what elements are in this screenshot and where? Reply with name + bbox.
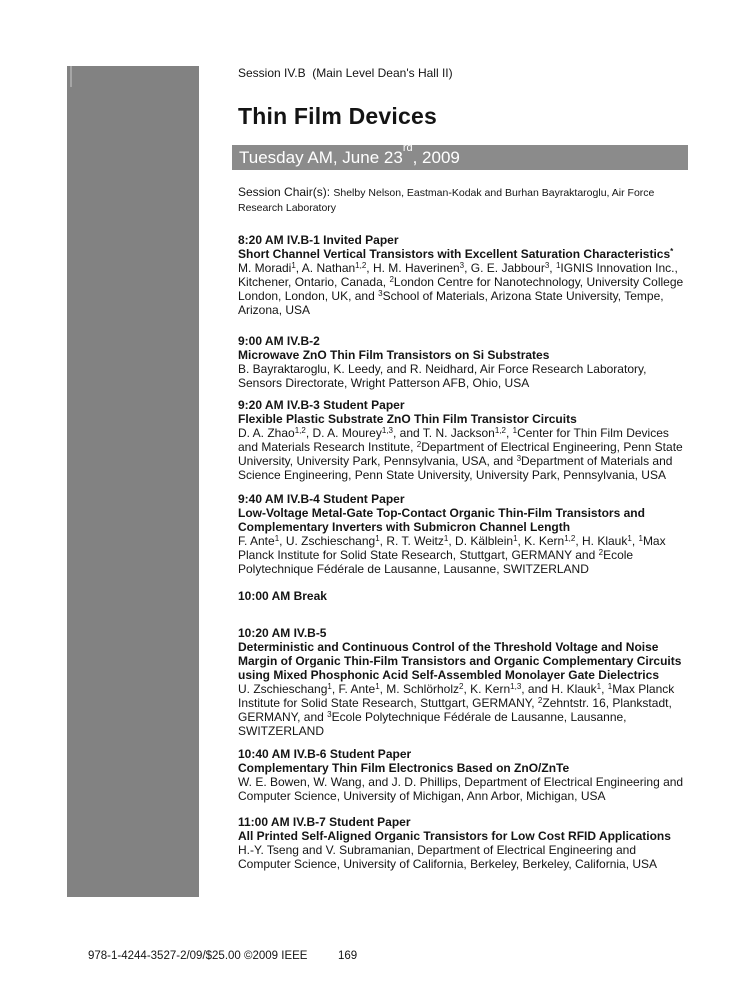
paper-authors: U. Zschieschang$^1$, F. Ante$^1$, M. Schlörholz$^2$, K. Kern$^{1,3}$, and H. Klauk$^1$, $^1$Max Planck Institute for Solid State Research, Stuttgart, GERMANY, $^2$Zehntstr. 16, Plankstadt, GERMANY, and $^3$Ecole Polytechnique Fédérale de Lausanne, Lausanne, SWITZERLAND — [238, 682, 675, 738]
paper-time-heading: 10:20 AM IV.B-5 — [238, 626, 327, 640]
session-chairs-names: Shelby Nelson, Eastman-Kodak and Burhan Bayraktaroglu, Air Force Research Laboratory — [238, 187, 655, 214]
paper-title: Deterministic and Continuous Control of the Threshold Voltage and Noise Margin of Organic Thin-Film Transistors and Organic Complementary Circuits using Mixed Phosphonic Acid Self-Assembled Monolayer Gate Dielectrics — [238, 640, 682, 682]
session-program-content — [238, 66, 690, 871]
paper-time-heading: 8:20 AM IV.B-1 Invited Paper — [238, 233, 399, 247]
paper-authors: M. Moradi$^1$, A. Nathan$^{1,2}$, H. M. Haverinen$^3$, G. E. Jabbour$^3$, $^1$IGNIS Innovation Inc., Kitchener, Ontario, Canada, $^2$London Centre for Nanotechnology, University College London, London, UK, and $^3$School of Materials, Arizona State University, Tempe, Arizona, USA — [238, 261, 684, 317]
paper-time-heading: 9:40 AM IV.B-4 Student Paper — [238, 492, 405, 506]
paper-title: All Printed Self-Aligned Organic Transistors for Low Cost RFID Applications — [238, 829, 671, 843]
banner-date-tail: , 2009 — [412, 148, 460, 167]
banner-date-ordinal: rd — [402, 142, 413, 155]
paper-entry-ivb7 — [238, 815, 690, 871]
paper-time-heading: 11:00 AM IV.B-7 Student Paper — [238, 815, 411, 829]
paper-title: Flexible Plastic Substrate ZnO Thin Film Transistor Circuits — [238, 412, 577, 426]
paper-entry-ivb1 — [238, 233, 690, 317]
paper-entry-ivb3 — [238, 398, 690, 482]
paper-authors: F. Ante$^1$, U. Zschieschang$^1$, R. T. Weitz$^1$, D. Kälblein$^1$, K. Kern$^{1,2}$, H. Klauk$^1$, $^1$Max Planck Institute for Solid State Research, Stuttgart, GERMANY and $^2$Ecole Polytechnique Fédérale de Lausanne, Lausanne, SWITZERLAND — [238, 534, 666, 576]
paper-title: Low-Voltage Metal-Gate Top-Contact Organic Thin-Film Transistors and Complementary Inverters with Submicron Channel Length — [238, 506, 645, 534]
paper-time-heading: 9:00 AM IV.B-2 — [238, 334, 320, 348]
paper-title: Complementary Thin Film Electronics Based on ZnO/ZnTe — [238, 761, 570, 775]
copyright-line: 978-1-4244-3527-2/09/$25.00 ©2009 IEEE — [88, 950, 308, 962]
paper-entry-ivb5 — [238, 626, 690, 738]
session-chairs-label: Session Chair(s): — [238, 185, 331, 199]
paper-time-heading: 10:40 AM IV.B-6 Student Paper — [238, 747, 412, 761]
session-location-line: Session IV.B (Main Level Dean's Hall II) — [238, 66, 453, 80]
gray-sidebar-decoration — [67, 66, 199, 897]
page-number: 169 — [338, 950, 358, 962]
banner-date-main: Tuesday AM, June 23 — [239, 148, 403, 167]
break-entry: 10:00 AM Break — [238, 589, 327, 603]
page-title: Thin Film Devices — [238, 103, 437, 129]
sidebar-notch-line — [70, 66, 72, 87]
paper-authors: H.-Y. Tseng and V. Subramanian, Department of Electrical Engineering and Computer Science, University of California, Berkeley, Berkeley, California, USA — [238, 843, 658, 871]
session-chairs-line — [238, 186, 690, 215]
paper-authors: B. Bayraktaroglu, K. Leedy, and R. Neidhard, Air Force Research Laboratory, Sensors Directorate, Wright Patterson AFB, Ohio, USA — [238, 362, 647, 390]
paper-entry-ivb6 — [238, 747, 690, 803]
paper-authors: D. A. Zhao$^{1,2}$, D. A. Mourey$^{1,3}$, and T. N. Jackson$^{1,2}$, $^1$Center for Thin Film Devices and Materials Research Institute, $^2$Department of Electrical Engineering, Penn State University, University Park, Pennsylvania, USA, and $^3$Department of Materials and Science Engineering, Penn State University, University Park, Pennsylvania, USA — [238, 426, 683, 482]
date-banner — [232, 142, 688, 170]
paper-time-heading: 9:20 AM IV.B-3 Student Paper — [238, 398, 405, 412]
paper-entry-ivb4 — [238, 492, 690, 576]
paper-authors: W. E. Bowen, W. Wang, and J. D. Phillips, Department of Electrical Engineering and Computer Science, University of Michigan, Ann Arbor, Michigan, USA — [238, 775, 684, 803]
paper-title: Microwave ZnO Thin Film Transistors on Si Substrates — [238, 348, 550, 362]
paper-entry-ivb2 — [238, 334, 690, 390]
paper-title: Short Channel Vertical Transistors with Excellent Saturation Characteristics* — [238, 247, 674, 261]
